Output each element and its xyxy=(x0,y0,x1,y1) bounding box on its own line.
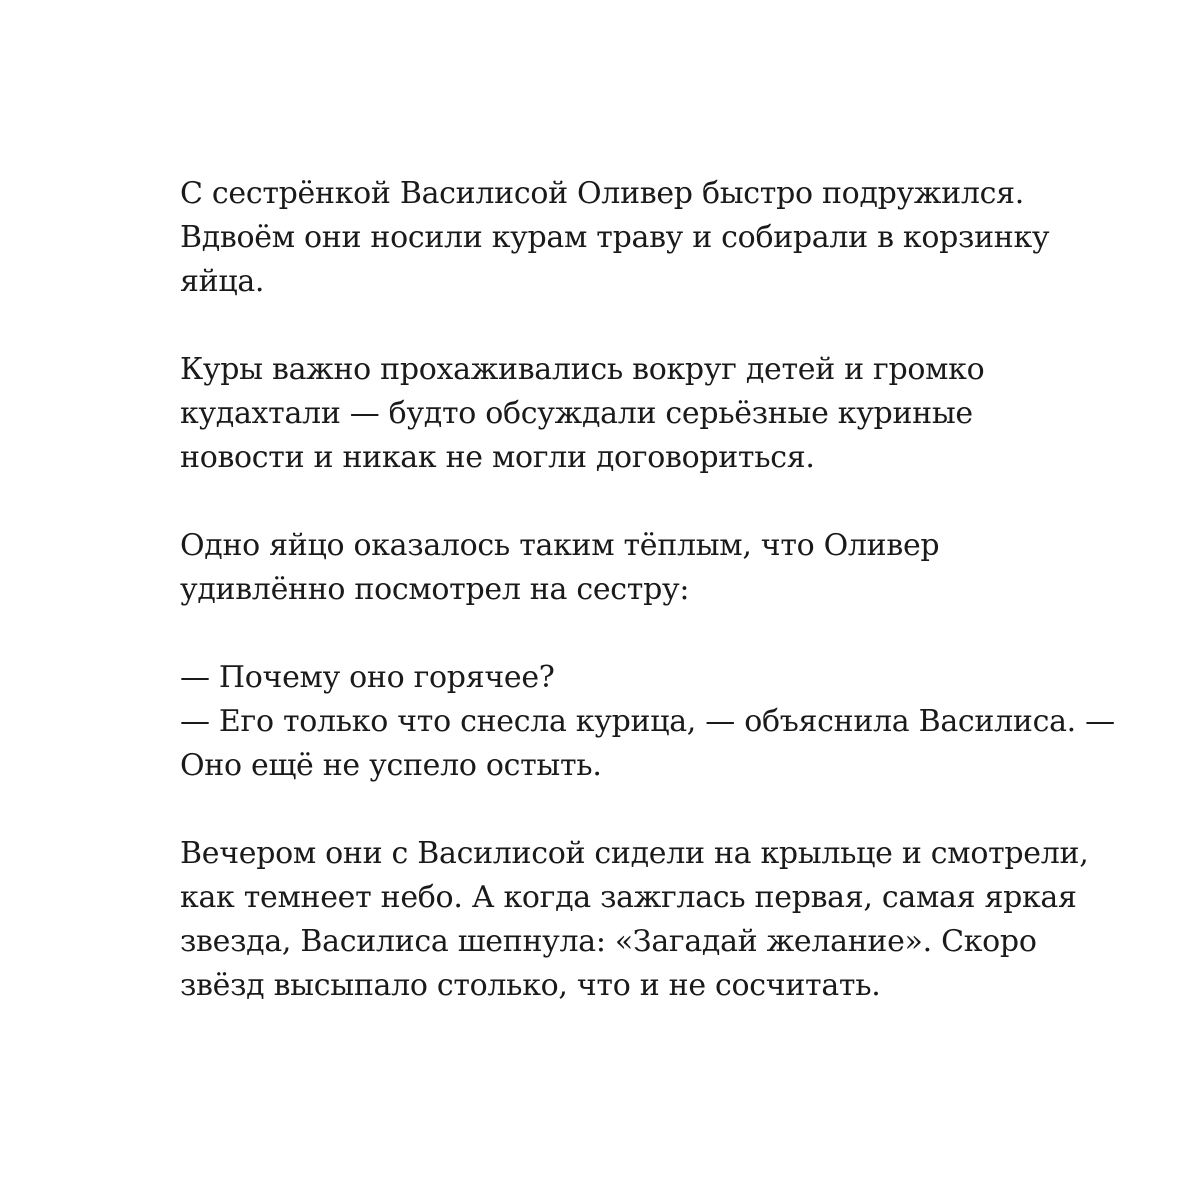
text-line: Куры важно прохаживались вокруг детей и громко xyxy=(180,352,985,387)
paragraph-1 xyxy=(180,172,1140,304)
paragraph-2 xyxy=(180,348,1140,480)
text-line: С сестрёнкой Василисой Оливер быстро подружился. xyxy=(180,176,1024,211)
paragraph-5 xyxy=(180,832,1140,1008)
text-line: звёзд высыпало столько, что и не сосчитать. xyxy=(180,968,881,1003)
text-line: как темнеет небо. А когда зажглась первая, самая яркая xyxy=(180,880,1077,915)
paragraph-4-dialogue xyxy=(180,656,1140,788)
text-line: Вдвоём они носили курам траву и собирали в корзинку xyxy=(180,220,1050,255)
text-line: Вечером они с Василисой сидели на крыльце и смотрели, xyxy=(180,836,1089,871)
text-line: звезда, Василиса шепнула: «Загадай желание». Скоро xyxy=(180,924,1037,959)
paragraph-3 xyxy=(180,524,1140,612)
dialogue-line: — Его только что снесла курица, — объяснила Василиса. — xyxy=(180,704,1115,739)
text-line: Одно яйцо оказалось таким тёплым, что Оливер xyxy=(180,528,940,563)
dialogue-line: — Почему оно горячее? xyxy=(180,660,555,695)
text-line: кудахтали — будто обсуждали серьёзные куриные xyxy=(180,396,973,431)
story-text xyxy=(180,172,1140,1008)
text-line: яйца. xyxy=(180,264,265,299)
dialogue-line: Оно ещё не успело остыть. xyxy=(180,748,602,783)
text-line: удивлённо посмотрел на сестру: xyxy=(180,572,690,607)
text-line: новости и никак не могли договориться. xyxy=(180,440,815,475)
